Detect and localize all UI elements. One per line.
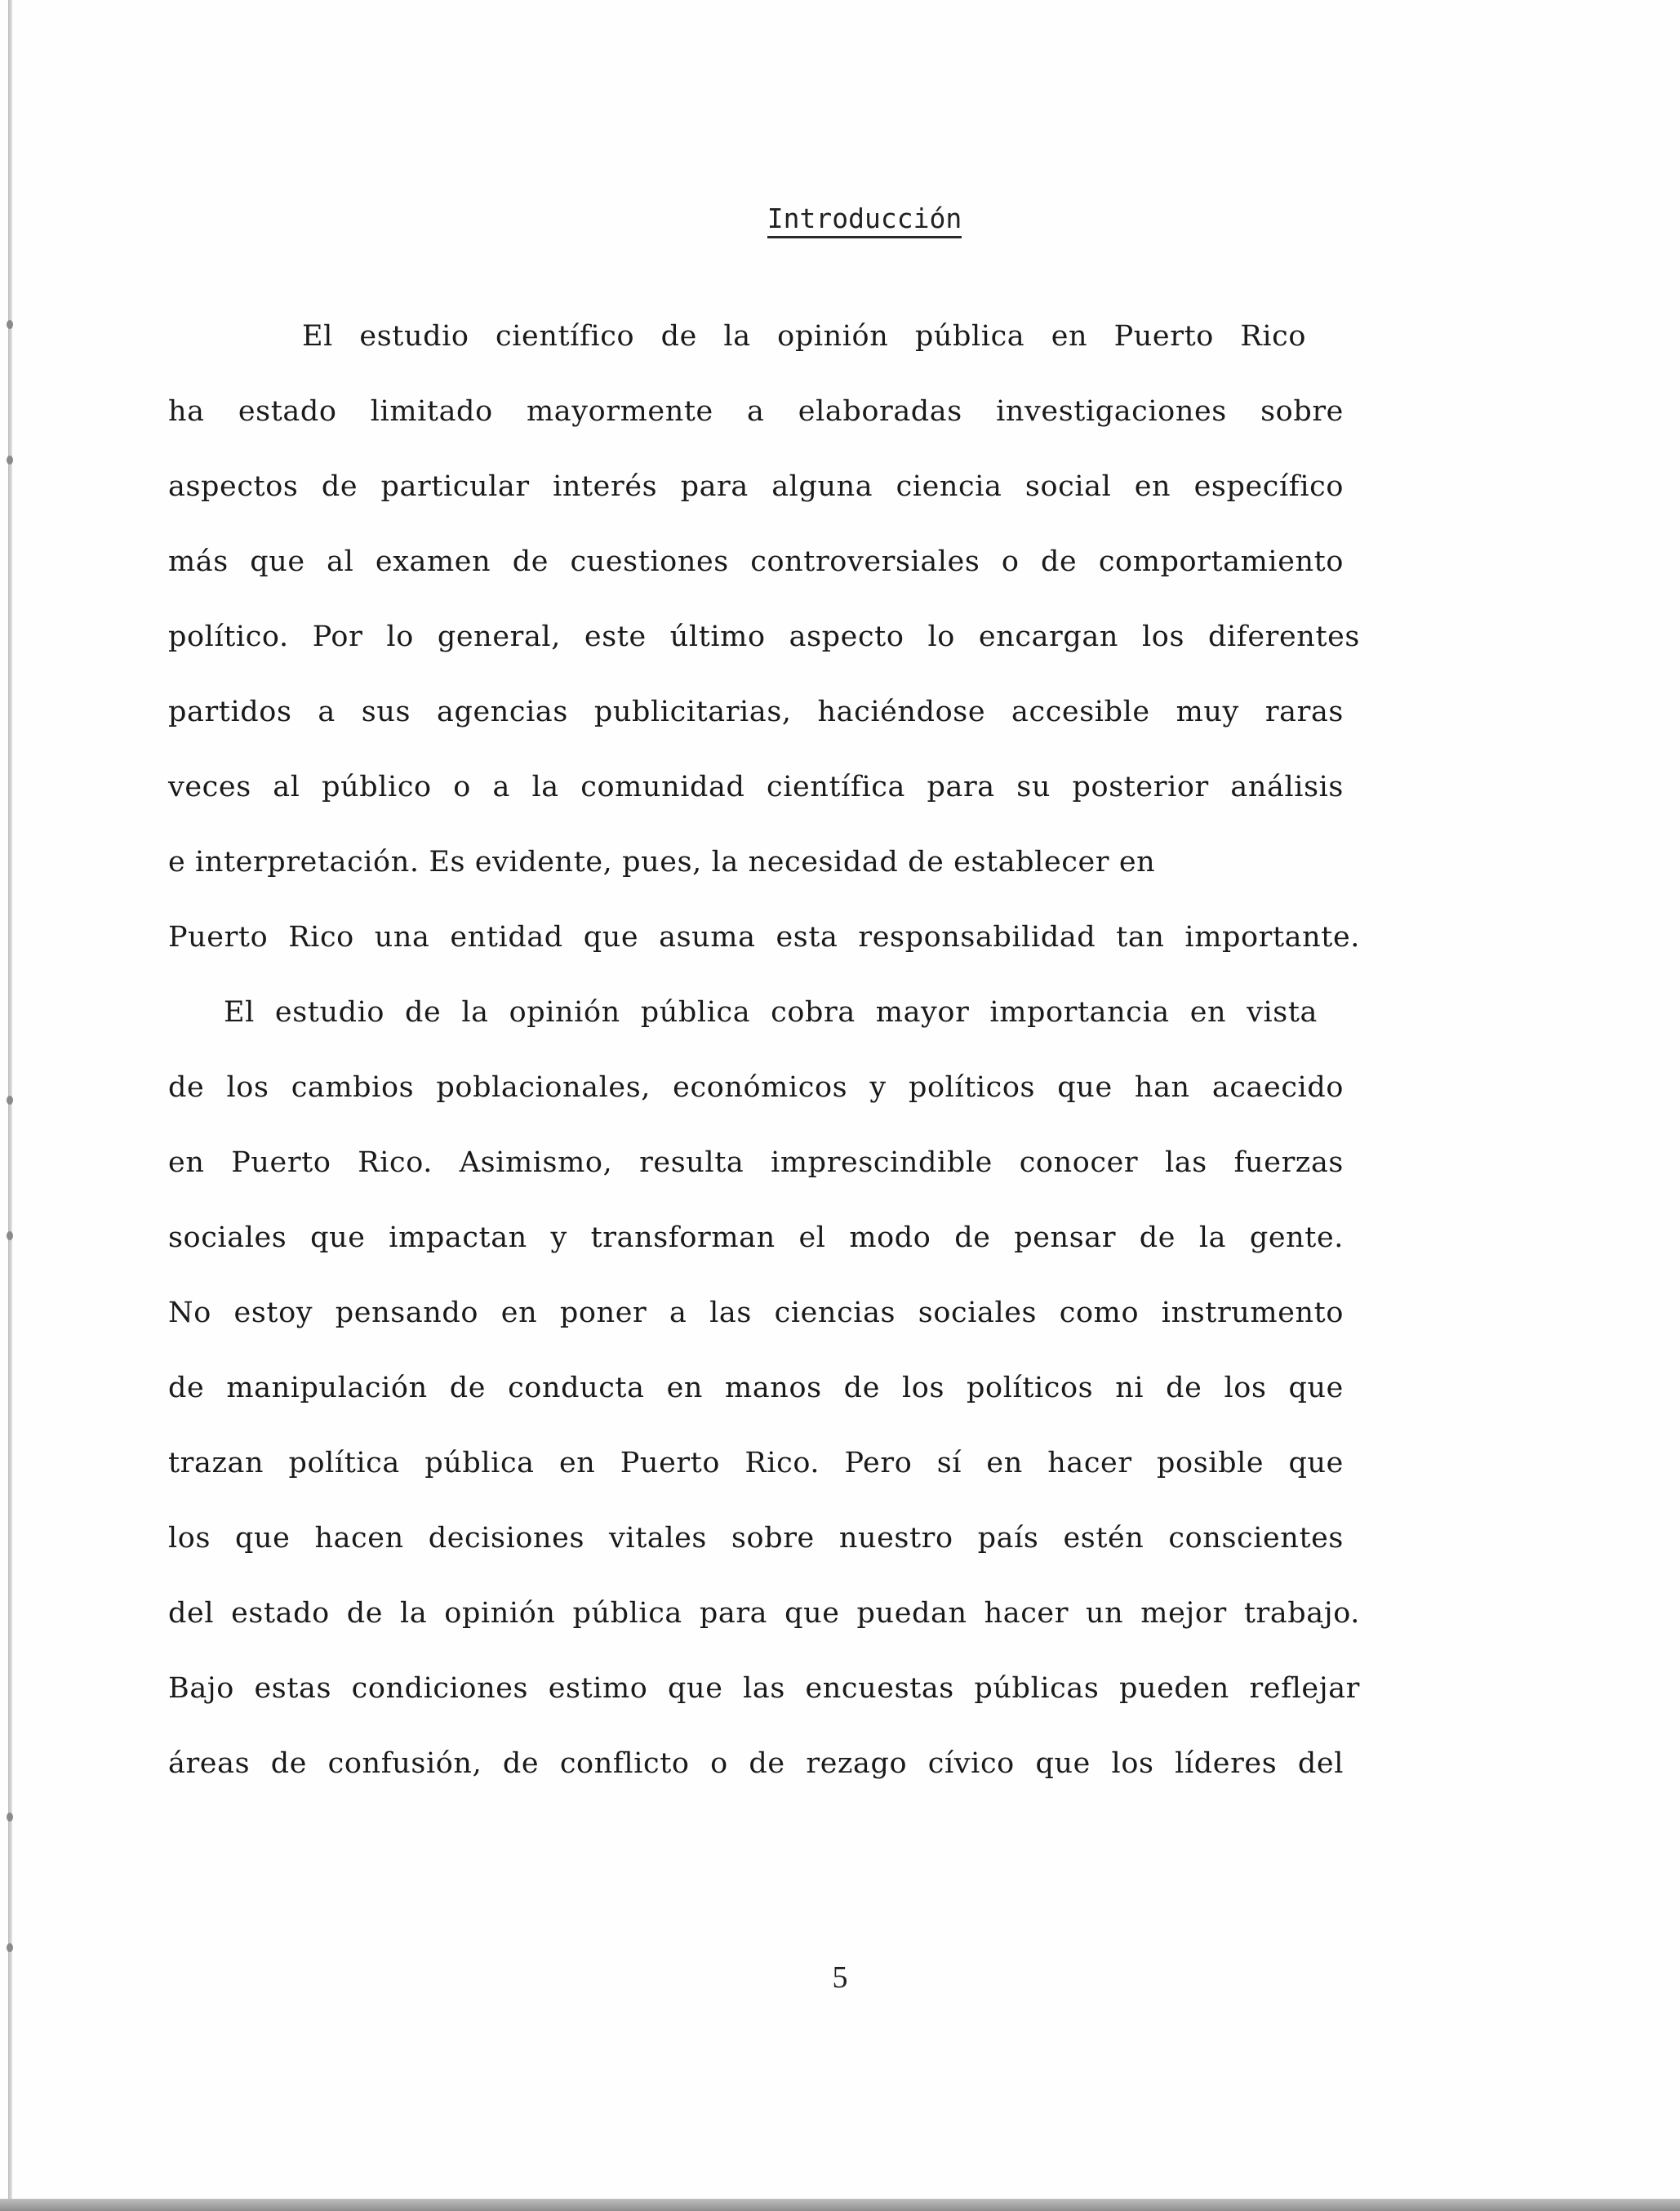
- page-bottom-edge: [0, 2199, 1680, 2211]
- paragraph-2-line: del estado de la opinión pública para que puedan hacer un mejor trabajo.: [168, 1597, 1360, 1630]
- paragraph-2-line: de los cambios poblacionales, económicos y políticos que han acaecido: [168, 1071, 1344, 1104]
- paragraph-2-line: áreas de confusión, de conflicto o de rezago cívico que los líderes del: [168, 1747, 1344, 1780]
- margin-mark: [7, 1813, 13, 1822]
- paragraph-1-line: político. Por lo general, este último aspecto lo encargan los diferentes: [168, 621, 1360, 653]
- page-left-edge: [8, 0, 12, 2211]
- margin-mark: [7, 1096, 13, 1105]
- margin-mark: [7, 1943, 13, 1952]
- paragraph-2-line: sociales que impactan y transforman el modo de pensar de la gente.: [168, 1221, 1344, 1254]
- page-title: Introducción: [0, 202, 1680, 238]
- paragraph-2-line: los que hacen decisiones vitales sobre nuestro país estén conscientes: [168, 1522, 1344, 1555]
- margin-mark: [7, 1231, 13, 1240]
- margin-mark: [7, 320, 13, 329]
- paragraph-1-line: Puerto Rico una entidad que asuma esta responsabilidad tan importante.: [168, 921, 1360, 954]
- paragraph-1-line: El estudio científico de la opinión pública en Puerto Rico: [302, 320, 1306, 353]
- paragraph-1-line: ha estado limitado mayormente a elaboradas investigaciones sobre: [168, 395, 1344, 428]
- paragraph-1-line: partidos a sus agencias publicitarias, haciéndose accesible muy raras: [168, 696, 1344, 728]
- paragraph-1-line: veces al público o a la comunidad científica para su posterior análisis: [168, 771, 1344, 803]
- paragraph-2-line: trazan política pública en Puerto Rico. Pero sí en hacer posible que: [168, 1447, 1344, 1479]
- paragraph-2-line: Bajo estas condiciones estimo que las encuestas públicas pueden reflejar: [168, 1672, 1360, 1705]
- paragraph-1-line: aspectos de particular interés para alguna ciencia social en específico: [168, 470, 1344, 503]
- paragraph-1-line: más que al examen de cuestiones controversiales o de comportamiento: [168, 545, 1344, 578]
- margin-mark: [7, 456, 13, 465]
- paragraph-2-line: en Puerto Rico. Asimismo, resulta imprescindible conocer las fuerzas: [168, 1146, 1344, 1179]
- page-number: 5: [832, 1960, 848, 1995]
- paragraph-1-line: e interpretación. Es evidente, pues, la necesidad de establecer en: [168, 846, 1156, 879]
- paragraph-2-line: No estoy pensando en poner a las ciencias sociales como instrumento: [168, 1297, 1344, 1329]
- paragraph-2-line: de manipulación de conducta en manos de los políticos ni de los que: [168, 1372, 1344, 1404]
- paragraph-2-line: El estudio de la opinión pública cobra mayor importancia en vista: [224, 996, 1318, 1029]
